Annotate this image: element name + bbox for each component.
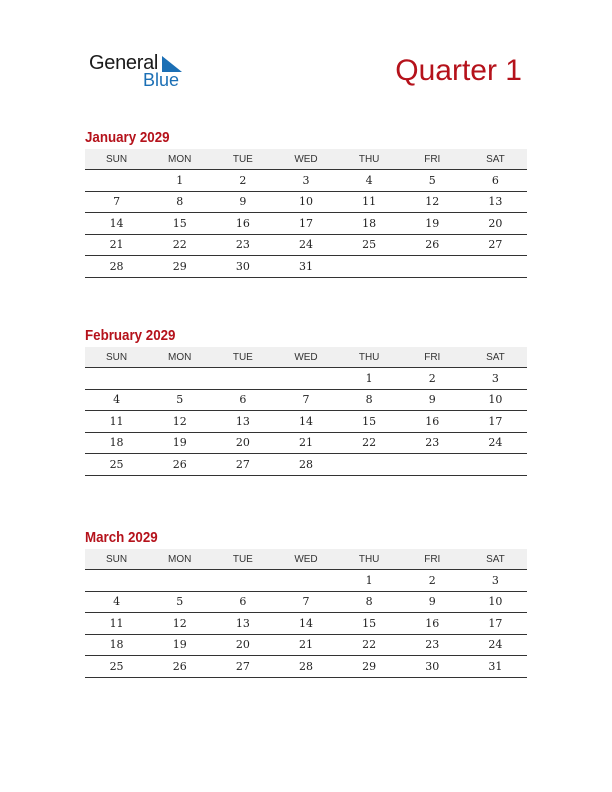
day-cell: 25	[85, 454, 148, 476]
weekday-header: SUN	[85, 549, 148, 570]
month-march	[85, 529, 527, 678]
weekday-header: FRI	[401, 549, 464, 570]
day-cell	[211, 570, 274, 592]
day-cell: 23	[211, 234, 274, 256]
logo-general-text: General	[89, 52, 159, 74]
day-cell: 2	[211, 170, 274, 192]
week-row	[85, 613, 527, 635]
day-cell: 18	[85, 634, 148, 656]
day-cell: 30	[401, 656, 464, 678]
weekday-header-row	[85, 149, 527, 170]
weekday-header: MON	[148, 549, 211, 570]
day-cell: 27	[464, 234, 527, 256]
day-cell: 2	[401, 570, 464, 592]
day-cell: 9	[401, 591, 464, 613]
week-row	[85, 256, 527, 278]
day-cell: 30	[211, 256, 274, 278]
day-cell: 23	[401, 432, 464, 454]
day-cell	[274, 570, 337, 592]
weekday-header: SAT	[464, 347, 527, 368]
week-row	[85, 634, 527, 656]
weekday-header: TUE	[211, 549, 274, 570]
weekday-header: FRI	[401, 347, 464, 368]
day-cell	[464, 454, 527, 476]
day-cell	[148, 368, 211, 390]
week-row	[85, 411, 527, 433]
day-cell: 15	[338, 411, 401, 433]
day-cell: 5	[148, 591, 211, 613]
week-row	[85, 432, 527, 454]
day-cell: 6	[211, 591, 274, 613]
day-cell: 31	[464, 656, 527, 678]
day-cell: 4	[85, 389, 148, 411]
day-cell: 18	[85, 432, 148, 454]
day-cell: 10	[274, 191, 337, 213]
calendar-body	[85, 170, 527, 278]
day-cell: 24	[274, 234, 337, 256]
day-cell: 19	[401, 213, 464, 235]
day-cell: 25	[338, 234, 401, 256]
day-cell	[338, 454, 401, 476]
day-cell	[211, 368, 274, 390]
day-cell	[148, 570, 211, 592]
weekday-header: WED	[274, 347, 337, 368]
day-cell: 10	[464, 389, 527, 411]
weekday-header: SAT	[464, 549, 527, 570]
day-cell: 20	[211, 634, 274, 656]
day-cell: 7	[85, 191, 148, 213]
day-cell: 23	[401, 634, 464, 656]
month-title: March 2029	[85, 530, 158, 546]
calendar-body	[85, 570, 527, 678]
day-cell: 12	[148, 411, 211, 433]
week-row	[85, 234, 527, 256]
logo-blue-text: Blue	[143, 70, 180, 90]
day-cell: 6	[464, 170, 527, 192]
week-row	[85, 389, 527, 411]
day-cell: 2	[401, 368, 464, 390]
weekday-header-row	[85, 347, 527, 368]
day-cell	[401, 256, 464, 278]
day-cell: 7	[274, 389, 337, 411]
day-cell: 17	[464, 411, 527, 433]
weekday-header: WED	[274, 149, 337, 170]
day-cell: 29	[148, 256, 211, 278]
day-cell: 5	[148, 389, 211, 411]
logo	[89, 52, 199, 92]
weekday-header: THU	[338, 149, 401, 170]
day-cell: 14	[85, 213, 148, 235]
day-cell: 11	[338, 191, 401, 213]
day-cell: 22	[338, 432, 401, 454]
day-cell: 26	[148, 656, 211, 678]
day-cell: 4	[338, 170, 401, 192]
day-cell: 12	[401, 191, 464, 213]
day-cell: 11	[85, 613, 148, 635]
month-title: February 2029	[85, 328, 176, 344]
week-row	[85, 368, 527, 390]
day-cell: 9	[401, 389, 464, 411]
day-cell: 28	[274, 454, 337, 476]
day-cell: 18	[338, 213, 401, 235]
day-cell: 12	[148, 613, 211, 635]
week-row	[85, 591, 527, 613]
day-cell: 5	[401, 170, 464, 192]
calendar-table	[85, 149, 527, 278]
day-cell: 27	[211, 656, 274, 678]
day-cell: 29	[338, 656, 401, 678]
day-cell	[464, 256, 527, 278]
day-cell	[401, 454, 464, 476]
day-cell: 24	[464, 432, 527, 454]
week-row	[85, 656, 527, 678]
day-cell: 21	[274, 432, 337, 454]
day-cell: 15	[338, 613, 401, 635]
day-cell: 21	[85, 234, 148, 256]
month-title: January 2029	[85, 130, 170, 146]
calendar-table	[85, 347, 527, 476]
day-cell: 4	[85, 591, 148, 613]
day-cell: 28	[274, 656, 337, 678]
calendar-body	[85, 368, 527, 476]
weekday-header: SUN	[85, 149, 148, 170]
day-cell: 14	[274, 613, 337, 635]
day-cell: 11	[85, 411, 148, 433]
day-cell: 10	[464, 591, 527, 613]
week-row	[85, 170, 527, 192]
day-cell	[85, 368, 148, 390]
calendar-table	[85, 549, 527, 678]
week-row	[85, 454, 527, 476]
day-cell: 28	[85, 256, 148, 278]
day-cell: 22	[148, 234, 211, 256]
weekday-header: MON	[148, 347, 211, 368]
day-cell: 8	[338, 389, 401, 411]
day-cell	[85, 170, 148, 192]
day-cell: 22	[338, 634, 401, 656]
day-cell: 20	[211, 432, 274, 454]
weekday-header: FRI	[401, 149, 464, 170]
day-cell: 20	[464, 213, 527, 235]
day-cell: 17	[274, 213, 337, 235]
day-cell: 16	[401, 411, 464, 433]
day-cell: 8	[338, 591, 401, 613]
day-cell: 19	[148, 634, 211, 656]
week-row	[85, 213, 527, 235]
weekday-header: TUE	[211, 347, 274, 368]
weekday-header: THU	[338, 347, 401, 368]
day-cell: 21	[274, 634, 337, 656]
month-january	[85, 129, 527, 278]
weekday-header: WED	[274, 549, 337, 570]
weekday-header: THU	[338, 549, 401, 570]
day-cell: 17	[464, 613, 527, 635]
weekday-header-row	[85, 549, 527, 570]
day-cell: 31	[274, 256, 337, 278]
day-cell: 13	[211, 613, 274, 635]
day-cell: 19	[148, 432, 211, 454]
weekday-header: TUE	[211, 149, 274, 170]
day-cell: 24	[464, 634, 527, 656]
day-cell: 3	[464, 368, 527, 390]
day-cell: 16	[401, 613, 464, 635]
day-cell: 27	[211, 454, 274, 476]
weekday-header: SUN	[85, 347, 148, 368]
day-cell: 8	[148, 191, 211, 213]
day-cell: 3	[464, 570, 527, 592]
day-cell	[274, 368, 337, 390]
day-cell: 13	[464, 191, 527, 213]
day-cell: 1	[148, 170, 211, 192]
week-row	[85, 191, 527, 213]
month-february	[85, 327, 527, 476]
day-cell: 3	[274, 170, 337, 192]
day-cell: 6	[211, 389, 274, 411]
day-cell	[85, 570, 148, 592]
day-cell: 14	[274, 411, 337, 433]
day-cell: 16	[211, 213, 274, 235]
day-cell: 9	[211, 191, 274, 213]
day-cell: 1	[338, 368, 401, 390]
weekday-header: SAT	[464, 149, 527, 170]
day-cell: 13	[211, 411, 274, 433]
weekday-header: MON	[148, 149, 211, 170]
day-cell: 1	[338, 570, 401, 592]
day-cell: 7	[274, 591, 337, 613]
day-cell	[338, 256, 401, 278]
day-cell: 26	[401, 234, 464, 256]
week-row	[85, 570, 527, 592]
day-cell: 15	[148, 213, 211, 235]
quarter-title: Quarter 1	[395, 54, 522, 87]
day-cell: 26	[148, 454, 211, 476]
day-cell: 25	[85, 656, 148, 678]
